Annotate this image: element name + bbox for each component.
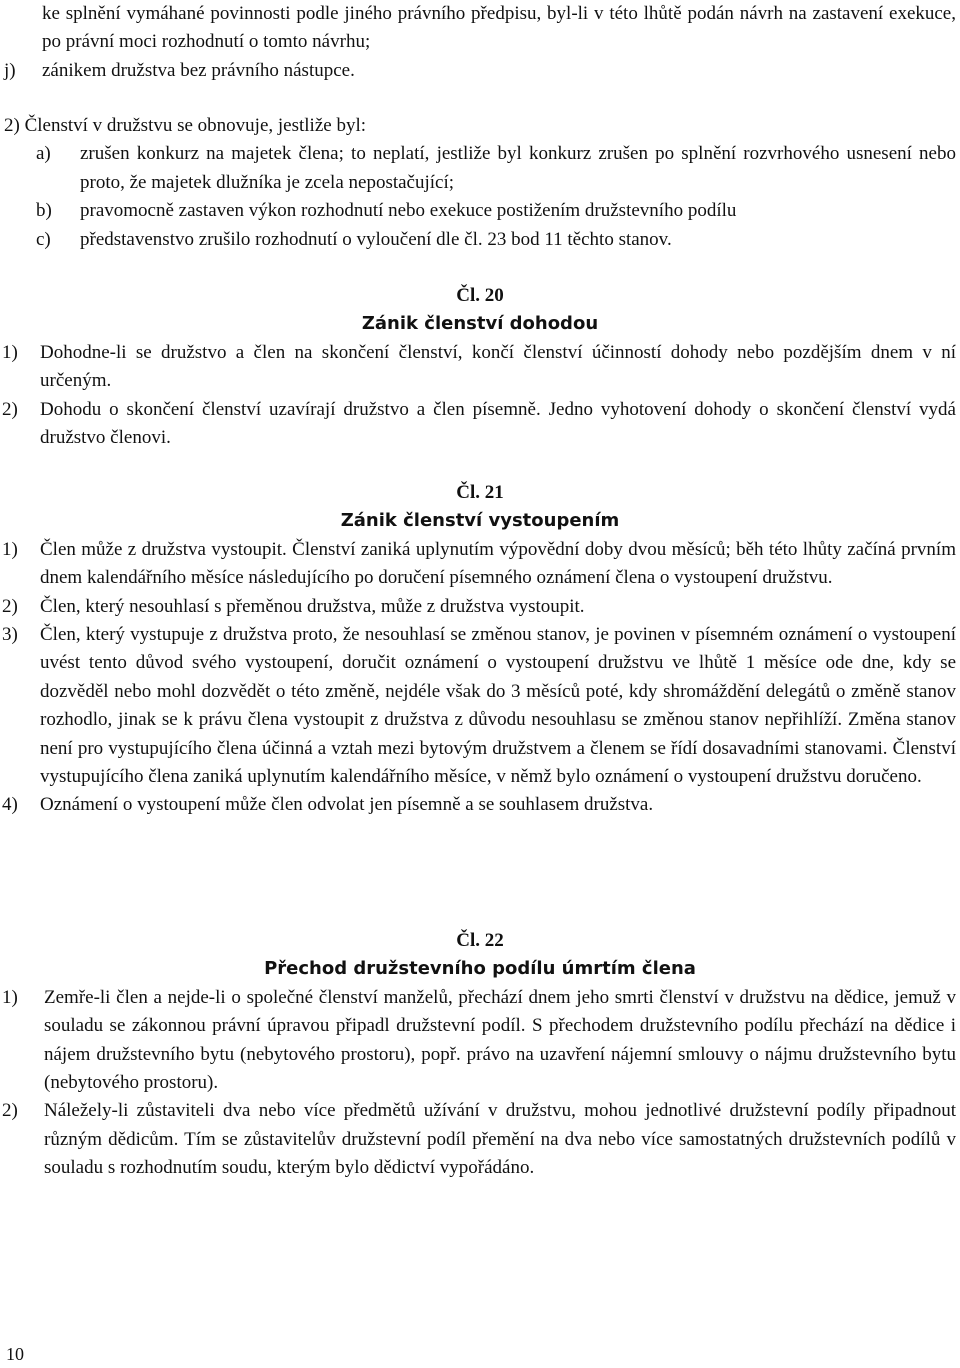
list-item-text: zánikem družstva bez právního nástupce. xyxy=(42,59,355,81)
article-title: Zánik členství dohodou xyxy=(361,313,599,335)
list-item-text: Dohodne-li se družstvo a člen na skončení členství, končí členství účinností dohody nebo pozdějším dnem v ní určeným. xyxy=(40,341,956,392)
list-item-number: 1) xyxy=(2,986,18,1008)
list-item xyxy=(0,197,960,225)
list-item-number: b) xyxy=(36,200,52,222)
list-item xyxy=(0,1097,960,1182)
article-number: Čl. 22 xyxy=(456,930,504,951)
article-22 xyxy=(0,927,960,1183)
renewal-intro: 2) Členství v družstvu se obnovuje, jestliže byl: xyxy=(4,115,367,136)
list-item-number: 1) xyxy=(2,341,18,363)
list-item-number: 2) xyxy=(2,1100,18,1122)
list-item-number: 2) xyxy=(2,595,18,617)
list-item xyxy=(0,593,960,621)
list-item-text: představenstvo zrušilo rozhodnutí o vyloučení dle čl. 23 bod 11 těchto stanov. xyxy=(80,228,672,250)
list-item-number: j) xyxy=(4,59,16,81)
list-item-text: Člen, který nesouhlasí s přeměnou družstva, může z družstva vystoupit. xyxy=(40,595,585,617)
list-item xyxy=(0,226,960,254)
article-heading xyxy=(0,927,960,984)
list-item-j xyxy=(0,57,960,85)
list-item-number: 3) xyxy=(2,624,18,646)
membership-renewal-section xyxy=(0,112,960,254)
article-21 xyxy=(0,479,960,820)
list-item-text: zrušen konkurz na majetek člena; to neplatí, jestliže byl konkurz zrušen po splnění rozvrhového usnesení nebo proto, že majetek dlužníka je zcela nepostačující; xyxy=(80,143,956,193)
continuation-item xyxy=(0,0,960,57)
list-item-text: Dohodu o skončení členství uzavírají družstvo a člen písemně. Jedno vyhotovení dohody o skončení členství vydá družstvo členovi. xyxy=(40,398,956,449)
article-number: Čl. 21 xyxy=(456,482,504,503)
list-item xyxy=(0,984,960,1098)
list-item-text: Člen, který vystupuje z družstva proto, že nesouhlasí se změnou stanov, je povinen v písemném oznámení o vystoupení uvést tento důvod svého vystoupení, doručit oznámení o vystoupení družstvu ve lhůtě 1 měsíce ode dne, kdy se dozvěděl nebo mohl dozvědět o této změně, nejdéle však do 3 měsíců poté, kdy shromáždění delegátů o změně stanov rozhodlo, jinak se k právu člena vystoupit z družstva z důvodu nesouhlasu se změnou stanov nepřihlíží. Změna stanov není pro vystupujícího člena účinná a vztah mezi bytovým družstvem a členem se řídí dosavadními stanovami. Členství vystupujícího člena zaniká uplynutím kalendářního měsíce, v němž bylo oznámení o vystoupení družstvu doručeno. xyxy=(40,624,956,788)
article-20 xyxy=(0,282,960,452)
article-title: Přechod družstevního podílu úmrtím člena xyxy=(264,958,696,980)
list-item xyxy=(0,536,960,593)
list-item xyxy=(0,140,960,197)
article-title: Zánik členství vystoupením xyxy=(340,510,620,532)
list-item-text: Oznámení o vystoupení může člen odvolat jen písemně a se souhlasem družstva. xyxy=(40,794,654,816)
list-item-number: a) xyxy=(36,143,51,165)
list-item-text: Člen může z družstva vystoupit. Členství zaniká uplynutím výpovědní doby dvou měsíců; běh této lhůty začíná prvním dnem kalendářního měsíce následujícího po doručení písemného oznámení člena o vystoupení družstvu. xyxy=(40,538,956,589)
list-item xyxy=(0,621,960,791)
continuation-text: ke splnění vymáhané povinnosti podle jiného právního předpisu, byl-li v této lhůtě podán návrh na zastavení exekuce, po právní moci rozhodnutí o tomto návrhu; xyxy=(42,3,956,53)
list-item-text: Náležely-li zůstaviteli dva nebo více předmětů užívání v družstvu, mohou jednotlivé družstevní podíly připadnout různým dědicům. Tím se zůstavitelův družstevní podíl přemění na dva nebo více samostatných družstevních podílů v souladu s rozhodnutím soudu, kterým bylo dědictví vypořádáno. xyxy=(44,1100,956,1179)
list-item xyxy=(0,396,960,453)
article-heading xyxy=(0,282,960,339)
list-item xyxy=(0,791,960,819)
article-number: Čl. 20 xyxy=(456,285,504,306)
list-item-text: Zemře-li člen a nejde-li o společné členství manželů, přechází dnem jeho smrti členství v družstvu na dědice, jemuž v souladu se zákonnou právní úpravou připadl družstevní podíl. S přechodem družstevního podílu přechází na dědice i nájem družstevního bytu (nebytového prostoru), popř. právo na uzavření nájemní smlouvy o nájmu družstevního bytu (nebytového prostoru). xyxy=(44,986,956,1094)
page-number: 10 xyxy=(6,1344,24,1364)
list-item-number: 4) xyxy=(2,794,18,816)
list-item-number: 1) xyxy=(2,538,18,560)
list-item xyxy=(0,339,960,396)
list-item-number: c) xyxy=(36,228,51,250)
previous-list-continuation xyxy=(0,0,960,85)
list-item-number: 2) xyxy=(2,398,18,420)
article-heading xyxy=(0,479,960,536)
list-item-text: pravomocně zastaven výkon rozhodnutí nebo exekuce postižením družstevního podílu xyxy=(80,200,737,222)
